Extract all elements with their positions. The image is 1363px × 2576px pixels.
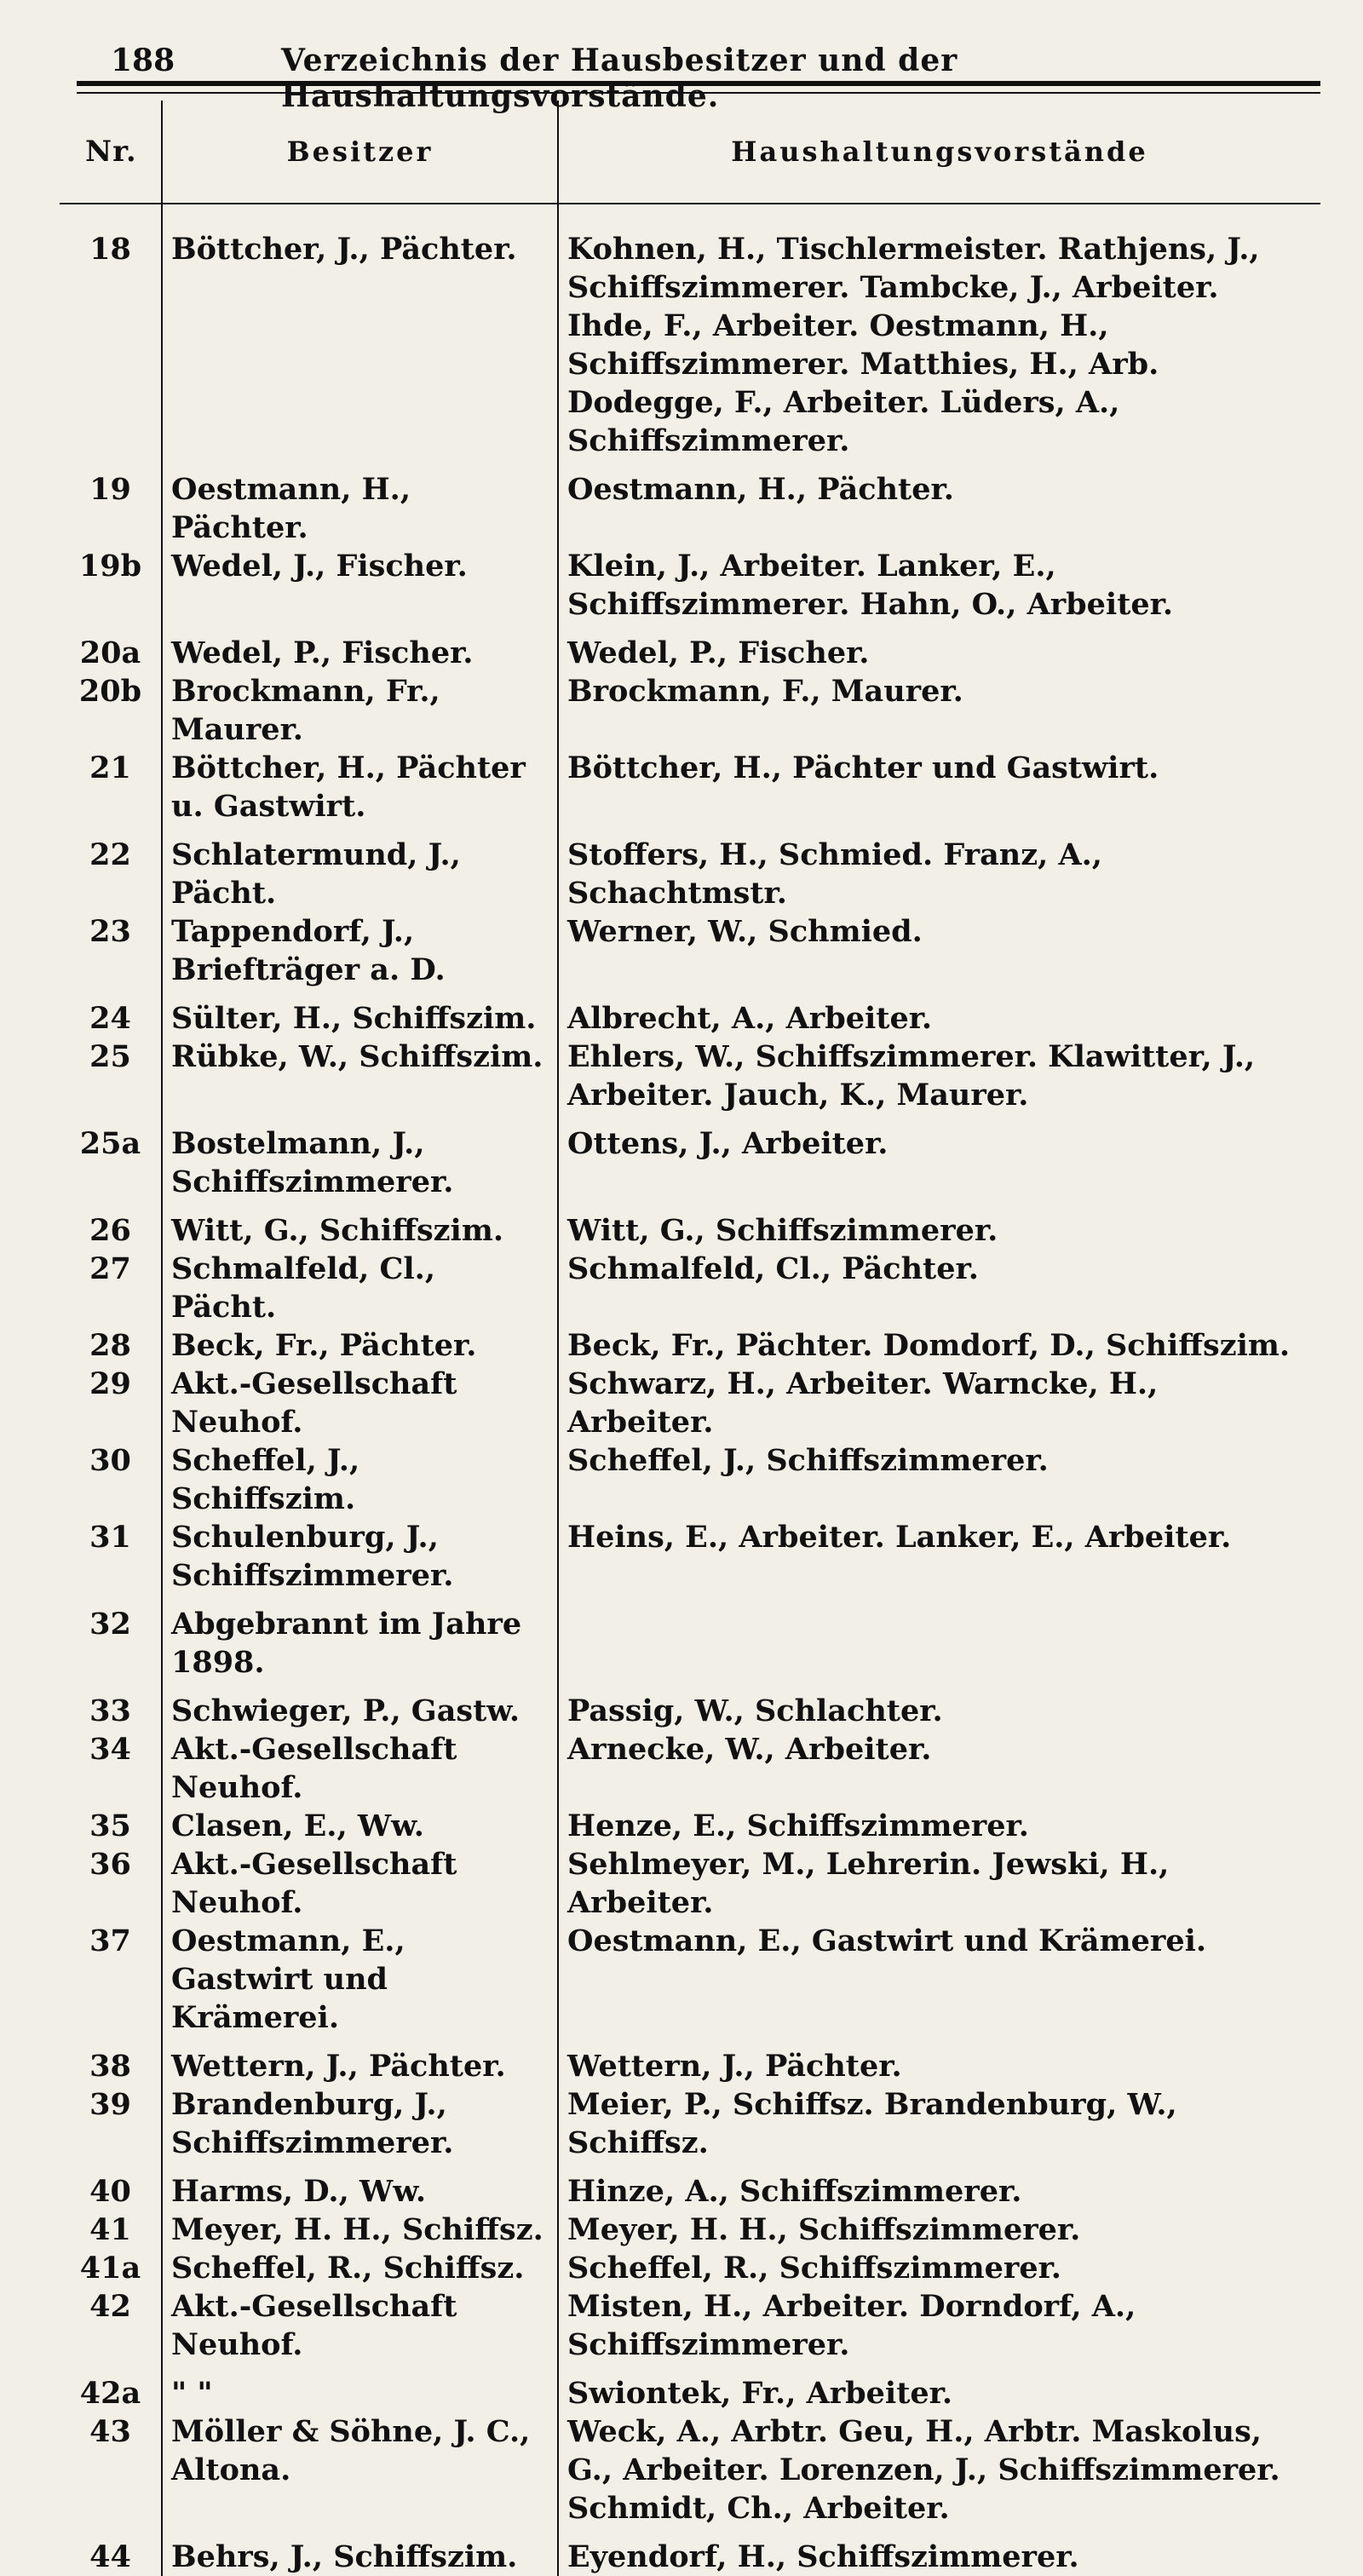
row-number: 43 [89, 2414, 131, 2449]
row-number: 34 [89, 1732, 131, 1767]
owner-cell: Schulenburg, J., Schiffszimmerer. [162, 1518, 558, 1595]
table-row [60, 749, 1320, 825]
row-number: 20b [78, 674, 142, 709]
row-number: 25a [79, 1126, 141, 1161]
row-number: 33 [89, 1693, 131, 1728]
households-cell: Albrecht, A., Arbeiter. [558, 989, 1320, 1038]
owner-cell: Schmalfeld, Cl., Pächt. [162, 1250, 558, 1326]
households-cell: Böttcher, H., Pächter und Gastwirt. [558, 749, 1320, 825]
households-cell: Schwarz, H., Arbeiter. Warncke, H., Arbeiter. [558, 1365, 1320, 1441]
table-row [60, 1845, 1320, 1922]
row-number: 28 [89, 1328, 131, 1363]
households-cell: Oestmann, H., Pächter. [558, 460, 1320, 547]
row-number: 38 [89, 2049, 131, 2084]
owner-cell: Akt.-Gesellschaft Neuhof. [162, 1845, 558, 1922]
households-cell: Hinze, A., Schiffszimmerer. [558, 2162, 1320, 2211]
households-cell: Meier, P., Schiffsz. Brandenburg, W., Schiffsz. [558, 2085, 1320, 2162]
row-number: 24 [89, 1001, 131, 1036]
owner-cell: Harms, D., Ww. [162, 2162, 558, 2211]
column-header-owner: Besitzer [162, 101, 558, 204]
owner-cell: Witt, G., Schiffszim. [162, 1201, 558, 1250]
owner-cell: Akt.-Gesellschaft Neuhof. [162, 1365, 558, 1441]
table-row [60, 1807, 1320, 1845]
households-cell: Heins, E., Arbeiter. Lanker, E., Arbeiter. [558, 1518, 1320, 1595]
households-cell: Scheffel, R., Schiffszimmerer. [558, 2249, 1320, 2287]
households-cell: Swiontek, Fr., Arbeiter. [558, 2364, 1320, 2412]
owner-cell: Wedel, P., Fischer. [162, 624, 558, 672]
owner-cell: Scheffel, R., Schiffsz. [162, 2249, 558, 2287]
row-number: 19b [78, 549, 142, 584]
table-row [60, 2527, 1320, 2576]
owner-cell: Abgebrannt im Jahre 1898. [162, 1595, 558, 1682]
households-cell: Meyer, H. H., Schiffszimmerer. [558, 2211, 1320, 2249]
table-row [60, 1730, 1320, 1807]
households-cell: Brockmann, F., Maurer. [558, 672, 1320, 749]
table-row [60, 2287, 1320, 2364]
table-row [60, 2211, 1320, 2249]
row-number: 41a [79, 2251, 141, 2286]
table-row [60, 2249, 1320, 2287]
row-number: 35 [89, 1808, 131, 1843]
households-cell: Schmalfeld, Cl., Pächter. [558, 1250, 1320, 1326]
households-cell: Oestmann, E., Gastwirt und Krämerei. [558, 1922, 1320, 2037]
owner-cell: Rübke, W., Schiffszim. [162, 1038, 558, 1114]
owner-cell: Brandenburg, J., Schiffszimmerer. [162, 2085, 558, 2162]
owner-cell: Schlatermund, J., Pächt. [162, 825, 558, 912]
row-number: 18 [89, 232, 131, 267]
households-cell: Sehlmeyer, M., Lehrerin. Jewski, H., Arbeiter. [558, 1845, 1320, 1922]
table-row [60, 1250, 1320, 1326]
owner-cell: " " [162, 2364, 558, 2412]
table-row [60, 2364, 1320, 2412]
table-row [60, 2162, 1320, 2211]
table-row [60, 1595, 1320, 1682]
table-row [60, 989, 1320, 1038]
header-rule [77, 81, 1320, 86]
table-row [60, 460, 1320, 547]
table-row [60, 1114, 1320, 1201]
owner-cell: Böttcher, J., Pächter. [162, 204, 558, 460]
households-cell: Eyendorf, H., Schiffszimmerer. [558, 2527, 1320, 2576]
table-row [60, 2037, 1320, 2085]
households-cell [558, 1595, 1320, 1682]
table-row [60, 2085, 1320, 2162]
households-cell: Ottens, J., Arbeiter. [558, 1114, 1320, 1201]
households-cell: Misten, H., Arbeiter. Dorndorf, A., Schiffszimmerer. [558, 2287, 1320, 2364]
households-cell: Passig, W., Schlachter. [558, 1682, 1320, 1730]
owner-cell: Oestmann, E., Gastwirt und Krämerei. [162, 1922, 558, 2037]
table-row [60, 2412, 1320, 2527]
owner-cell: Scheffel, J., Schiffszim. [162, 1441, 558, 1518]
owner-cell: Wedel, J., Fischer. [162, 547, 558, 624]
owner-cell: Möller & Söhne, J. C., Altona. [162, 2412, 558, 2527]
table-row [60, 672, 1320, 749]
table-row [60, 204, 1320, 460]
row-number: 42 [89, 2289, 131, 2324]
households-cell: Henze, E., Schiffszimmerer. [558, 1807, 1320, 1845]
row-number: 27 [89, 1251, 131, 1286]
owner-cell: Brockmann, Fr., Maurer. [162, 672, 558, 749]
table-header-row [60, 101, 1320, 204]
households-cell: Werner, W., Schmied. [558, 912, 1320, 989]
owner-cell: Tappendorf, J., Briefträger a. D. [162, 912, 558, 989]
owner-cell: Bostelmann, J., Schiffszimmerer. [162, 1114, 558, 1201]
row-number: 30 [89, 1443, 131, 1478]
households-cell: Ehlers, W., Schiffszimmerer. Klawitter, J., Arbeiter. Jauch, K., Maurer. [558, 1038, 1320, 1114]
households-cell: Wedel, P., Fischer. [558, 624, 1320, 672]
row-number: 39 [89, 2087, 131, 2122]
owner-cell: Akt.-Gesellschaft Neuhof. [162, 1730, 558, 1807]
row-number: 44 [89, 2539, 131, 2574]
row-number: 42a [79, 2376, 141, 2411]
owner-cell: Akt.-Gesellschaft Neuhof. [162, 2287, 558, 2364]
table-row [60, 1365, 1320, 1441]
running-title: Verzeichnis der Hausbesitzer und der Haushaltungsvorstände. [281, 43, 958, 114]
row-number: 36 [89, 1847, 131, 1882]
households-cell: Wettern, J., Pächter. [558, 2037, 1320, 2085]
owner-cell: Wettern, J., Pächter. [162, 2037, 558, 2085]
households-cell: Beck, Fr., Pächter. Domdorf, D., Schiffszim. [558, 1326, 1320, 1365]
row-number: 25 [89, 1039, 131, 1074]
row-number: 32 [89, 1607, 131, 1642]
row-number: 37 [89, 1923, 131, 1958]
table-row [60, 547, 1320, 624]
column-header-nr: Nr. [60, 101, 162, 204]
owner-cell: Oestmann, H., Pächter. [162, 460, 558, 547]
table-row [60, 825, 1320, 912]
row-number: 31 [89, 1520, 131, 1555]
table-row [60, 1326, 1320, 1365]
column-header-households: Haushaltungsvorstände [558, 101, 1320, 204]
owner-cell: Beck, Fr., Pächter. [162, 1326, 558, 1365]
row-number: 22 [89, 837, 131, 872]
table-row [60, 1518, 1320, 1595]
owner-cell: Behrs, J., Schiffszim. [162, 2527, 558, 2576]
row-number: 21 [89, 750, 131, 785]
table-row [60, 1922, 1320, 2037]
row-number: 29 [89, 1366, 131, 1401]
households-cell: Arnecke, W., Arbeiter. [558, 1730, 1320, 1807]
row-number: 40 [89, 2174, 131, 2209]
table-row [60, 1038, 1320, 1114]
owner-cell: Schwieger, P., Gastw. [162, 1682, 558, 1730]
header-rule-thin [77, 92, 1320, 94]
owner-cell: Meyer, H. H., Schiffsz. [162, 2211, 558, 2249]
households-cell: Witt, G., Schiffszimmerer. [558, 1201, 1320, 1250]
table-row [60, 912, 1320, 989]
row-number: 23 [89, 914, 131, 949]
households-cell: Kohnen, H., Tischlermeister. Rathjens, J., Schiffszimmerer. Tambcke, J., Arbeiter. Ihde, F., Arbeiter. Oestmann, H., Schiffszimmerer. Matthies, H., Arb. Dodegge, F., Arbeiter. Lüders, A., Schiffszimmerer. [558, 204, 1320, 460]
row-number: 19 [89, 472, 131, 507]
households-cell: Klein, J., Arbeiter. Lanker, E., Schiffszimmerer. Hahn, O., Arbeiter. [558, 547, 1320, 624]
owner-cell: Clasen, E., Ww. [162, 1807, 558, 1845]
table-row [60, 1201, 1320, 1250]
page-header [102, 26, 1312, 114]
row-number: 20a [79, 635, 141, 670]
households-cell: Weck, A., Arbtr. Geu, H., Arbtr. Maskolus, G., Arbeiter. Lorenzen, J., Schiffszimmerer. Schmidt, Ch., Arbeiter. [558, 2412, 1320, 2527]
households-cell: Scheffel, J., Schiffszimmerer. [558, 1441, 1320, 1518]
register-table [60, 101, 1320, 2576]
page-number: 188 [111, 43, 175, 78]
row-number: 26 [89, 1213, 131, 1248]
table-row [60, 1682, 1320, 1730]
owner-cell: Böttcher, H., Pächter u. Gastwirt. [162, 749, 558, 825]
owner-cell: Sülter, H., Schiffszim. [162, 989, 558, 1038]
table-row [60, 1441, 1320, 1518]
table-row [60, 624, 1320, 672]
table-body [60, 204, 1320, 2576]
row-number: 41 [89, 2212, 131, 2247]
households-cell: Stoffers, H., Schmied. Franz, A., Schachtmstr. [558, 825, 1320, 912]
